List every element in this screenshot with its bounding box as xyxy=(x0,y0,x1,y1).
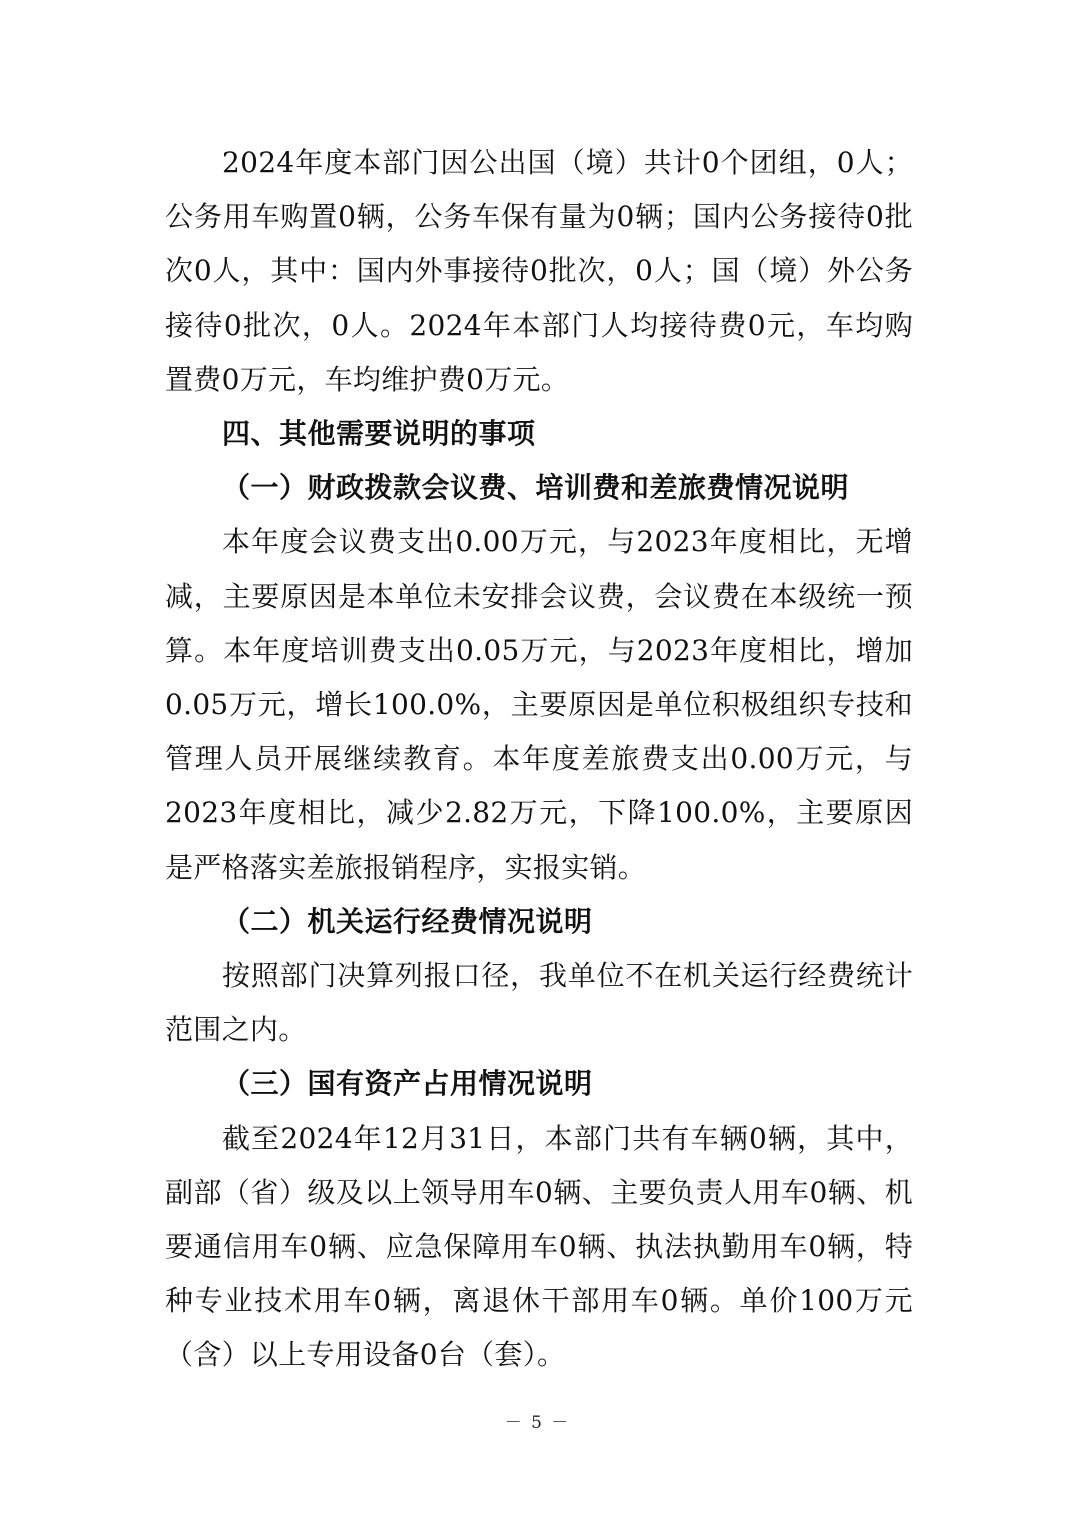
paragraph-meeting-training-travel: 本年度会议费支出0.00万元，与2023年度相比，无增减，主要原因是本单位未安排会议费，会议费在本级统一预算。本年度培训费支出0.05万元，与2023年度相比，增加0.05万元，增长100.0%，主要原因是单位积极组织专技和管理人员开展继续教育。本年度差旅费支出0.00万元，与2023年度相比，减少2.82万元，下降100.0%，主要原因是严格落实差旅报销程序，实报实销。 xyxy=(165,525,913,884)
subsection-heading-meeting-training-travel: （一）财政拨款会议费、培训费和差旅费情况说明 xyxy=(222,471,850,505)
subsection-heading-state-assets: （三）国有资产占用情况说明 xyxy=(222,1067,593,1101)
page-number: － 5 － xyxy=(504,1413,571,1433)
document-body xyxy=(165,136,913,1383)
paragraph-operating-expenses: 按照部门决算列报口径，我单位不在机关运行经费统计范围之内。 xyxy=(165,959,913,1047)
section-heading-other-matters: 四、其他需要说明的事项 xyxy=(222,417,536,451)
subsection-heading-operating-expenses: （二）机关运行经费情况说明 xyxy=(222,904,593,938)
paragraph-overseas-and-vehicles: 2024年度本部门因公出国（境）共计0个团组，0人；公务用车购置0辆，公务车保有量为0辆；国内公务接待0批次0人，其中：国内外事接待0批次，0人；国（境）外公务接待0批次，0人。2024年本部门人均接待费0元，车均购置费0万元，车均维护费0万元。 xyxy=(165,146,913,396)
paragraph-state-assets: 截至2024年12月31日，本部门共有车辆0辆，其中，副部（省）级及以上领导用车0辆、主要负责人用车0辆、机要通信用车0辆、应急保障用车0辆、执法执勤用车0辆，特种专业技术用车0辆，离退休干部用车0辆。单价100万元（含）以上专用设备0台（套）。 xyxy=(165,1121,913,1372)
